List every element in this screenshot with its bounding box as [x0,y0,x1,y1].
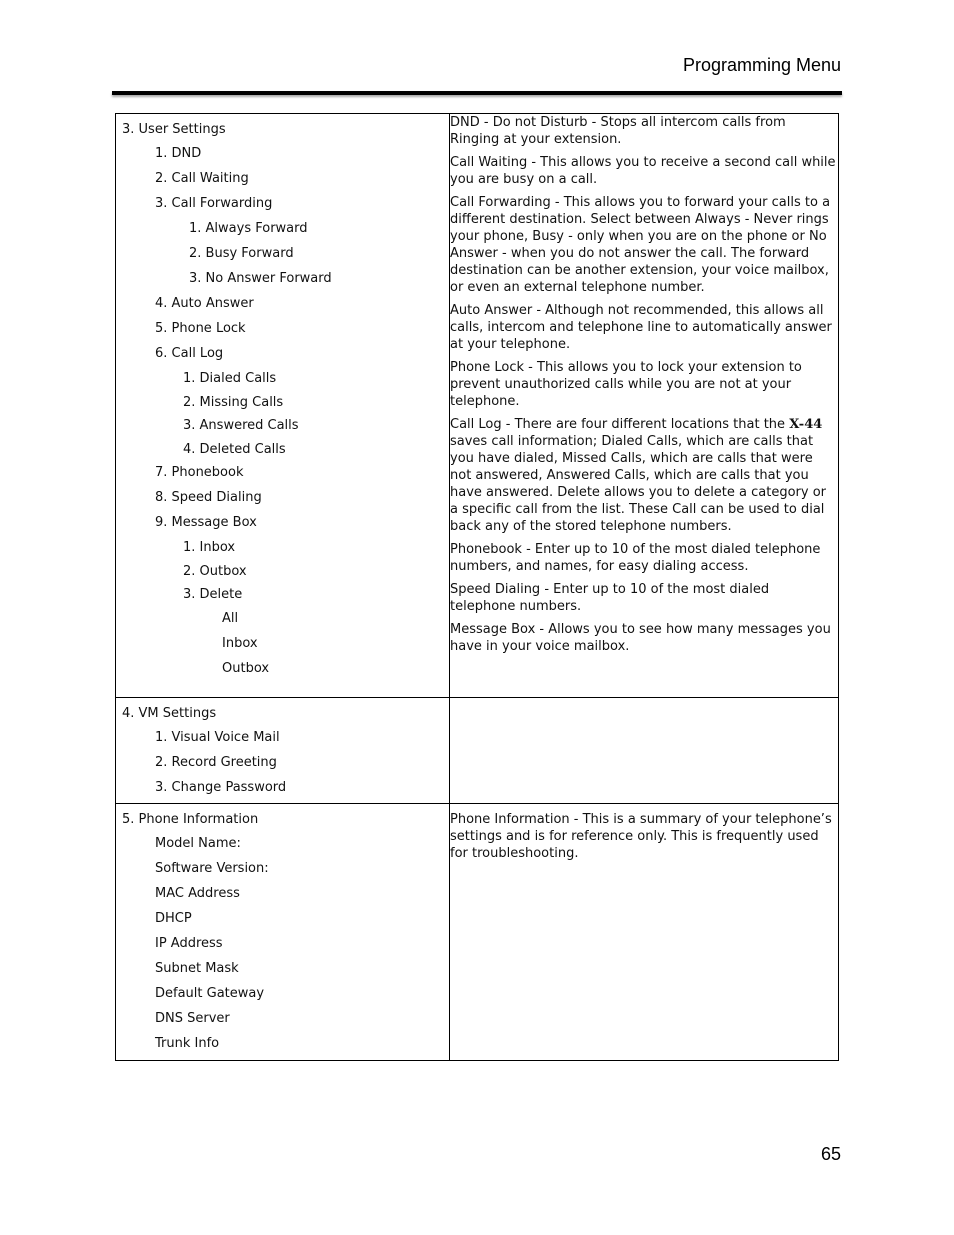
description-call-log-start: Call Log - There are four different locations that the [450,417,790,432]
description-message-box: Message Box - Allows you to see how many messages you have in your voice mailbox. [450,622,831,654]
menu-item-no-answer-forward: 3. No Answer Forward [189,271,332,286]
phone-information-row [116,803,839,1060]
info-item-model-name: Model Name: [155,835,241,851]
menu-item-missing-calls: 2. Missing Calls [183,394,284,410]
description-speed-dialing: Speed Dialing - Enter up to 10 of the most dialed telephone numbers. [450,582,770,614]
spacer [116,682,449,697]
menu-item-delete-inbox: Inbox [222,635,258,651]
user-settings-description-cell [450,114,839,698]
page-number: 65 [820,1144,841,1164]
info-item-trunk-info: Trunk Info [155,1035,220,1051]
info-item-mac-address: MAC Address [155,885,240,901]
user-settings-menu-cell [116,114,450,698]
message-box-submenu [116,536,449,607]
description-phone-information: Phone Information - This is a summary of your telephone’s settings and is for reference only. This is frequently used for troubleshooting. [450,811,832,861]
info-item-dhcp: DHCP [155,910,192,926]
vm-settings-row [116,697,839,803]
section-title-vm-settings: 4. VM Settings [122,705,217,721]
menu-item-dialed-calls: 1. Dialed Calls [183,371,277,386]
description-call-log-end: saves call information; Dialed Calls, which are calls that you have dialed, Missed Calls, which are calls that were not answered, Answered Calls, which are calls that you have answered. Delete allows you to delete a category or a specific call from the list. These Call can be used to dial back any of the stored telephone numbers. [450,434,827,534]
vm-settings-description-cell [450,697,839,803]
phone-information-description-cell [450,803,839,1060]
menu-item-inbox: 1. Inbox [183,540,236,555]
menu-item-auto-answer: 4. Auto Answer [155,296,254,311]
description-call-waiting: Call Waiting - This allows you to receive a second call while you are busy on a call. [450,155,836,187]
menu-item-phone-lock: 5. Phone Lock [155,321,246,336]
description-auto-answer: Auto Answer - Although not recommended, this allows all calls, intercom and telephone line to automatically answer at your telephone. [450,303,832,352]
menu-item-speed-dialing: 8. Speed Dialing [155,490,262,505]
spacer [116,1057,449,1060]
menu-item-always-forward: 1. Always Forward [189,221,308,236]
menu-item-call-log: 6. Call Log [155,346,224,361]
menu-item-message-box: 9. Message Box [155,515,257,530]
info-item-default-gateway: Default Gateway [155,985,265,1001]
vm-settings-menu-cell [116,697,450,803]
menu-item-record-greeting: 2. Record Greeting [155,754,277,770]
menu-item-busy-forward: 2. Busy Forward [189,246,294,261]
info-item-subnet-mask: Subnet Mask [155,960,239,976]
menu-item-delete-all: All [222,610,239,626]
menu-item-delete-outbox: Outbox [222,660,270,676]
header-divider [112,91,842,95]
menu-item-phonebook: 7. Phonebook [155,465,244,480]
description-call-log [450,416,838,535]
menu-item-deleted-calls: 4. Deleted Calls [183,441,286,457]
menu-item-visual-voice-mail: 1. Visual Voice Mail [155,729,280,745]
description-call-forwarding: Call Forwarding - This allows you to forward your calls to a different destination. Select between Always - Never rings your phone, Busy - only when you are on the phone or No Answer - when you do not answer the call. The forward destination can be another extension, your voice mailbox, or even an external telephone number. [450,195,831,295]
menu-item-call-waiting: 2. Call Waiting [155,171,249,186]
programming-menu-table [115,113,839,1061]
menu-item-call-forwarding: 3. Call Forwarding [155,196,273,211]
description-phonebook: Phonebook - Enter up to 10 of the most dialed telephone numbers, and names, for easy dialing access. [450,542,821,574]
menu-item-outbox: 2. Outbox [183,563,247,579]
info-item-dns-server: DNS Server [155,1010,230,1026]
section-title-user-settings: 3. User Settings [122,122,226,137]
product-name: X-44 [789,417,823,432]
menu-item-delete: 3. Delete [183,587,243,602]
user-settings-row [116,114,839,698]
section-title-phone-information: 5. Phone Information [122,811,259,827]
info-item-software-version: Software Version: [155,860,269,876]
description-dnd: DND - Do not Disturb - Stops all intercom calls from Ringing at your extension. [450,115,786,147]
menu-item-change-password: 3. Change Password [155,779,287,795]
info-item-ip-address: IP Address [155,935,223,951]
page-header-title: Programming Menu [682,55,841,75]
menu-item-dnd: 1. DND [155,146,202,161]
menu-item-answered-calls: 3. Answered Calls [183,418,299,433]
description-phone-lock: Phone Lock - This allows you to lock your extension to prevent unauthorized calls while you are not at your telephone. [450,360,802,409]
phone-information-menu-cell [116,803,450,1060]
call-log-submenu [116,367,449,461]
